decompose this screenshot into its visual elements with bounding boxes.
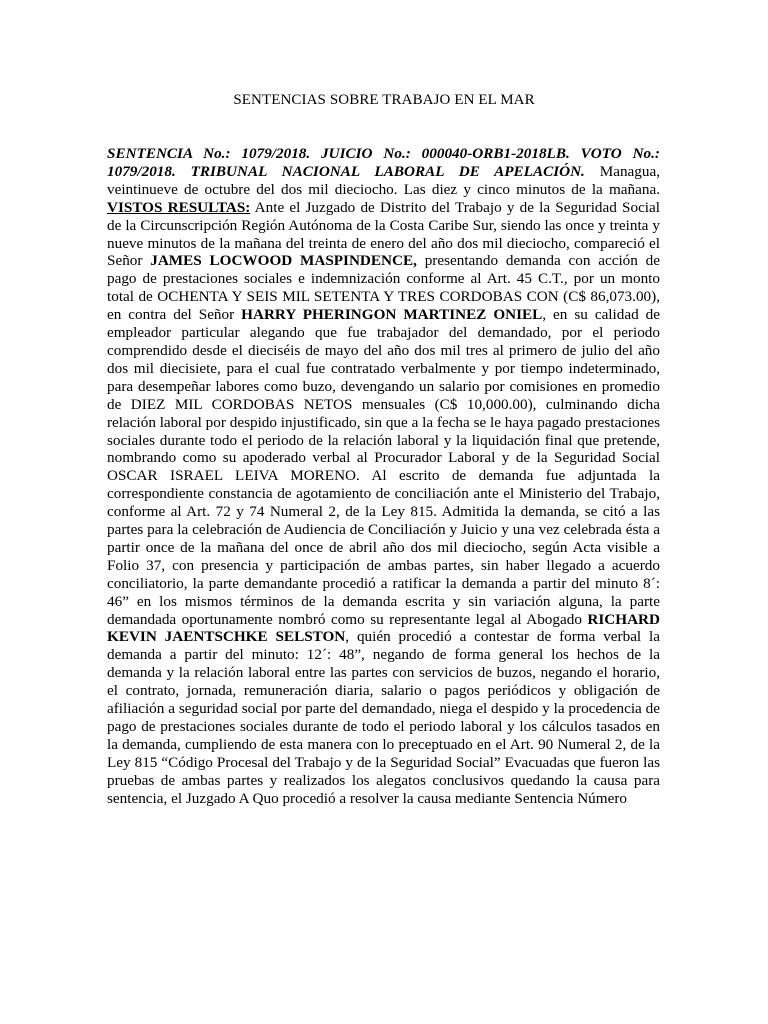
- paragraph-text: Ante el Juzgado de Distrito del Trabajo y de la Seguridad Social de la Circunscripción Región Autónoma de la Costa Caribe Sur, siendo las once y treinta y nueve minutos de la mañana del treinta de enero del año dos mil dieciocho, compareció el Señor: [107, 198, 660, 270]
- defendant-name: HARRY PHERINGON MARTINEZ ONIEL: [241, 306, 543, 324]
- defense-attorney-name: RICHARD KEVIN JAENTSCHKE SELSTON: [107, 610, 660, 646]
- paragraph-text: , quién procedió a contestar de forma verbal la demanda a partir del minuto: 12´: 48”, negando de forma general los hechos de la demanda y la relación laboral entre las partes con servicios de buzos, negando el horario, el contrato, jornada, remuneración diaria, salario o pagos periódicos y obligación de afiliación a seguridad social por parte del demandado, niega el despido y la procedencia de pago de prestaciones sociales durante de todo el periodo laboral y los cálculos tasados en la demanda, cumpliendo de esta manera con lo preceptuado en el Art. 90 Numeral 2, de la Ley 815 “Código Procesal del Trabajo y de la Seguridad Social” Evacuadas que fueron las pruebas de ambas partes y realizados los alegatos conclusivos quedando la causa para sentencia, el Juzgado A Quo procedió a resolver la causa mediante Sentencia Número: [107, 628, 660, 807]
- vistos-resultas-label: VISTOS RESULTAS:: [107, 198, 251, 216]
- paragraph-text: , en su calidad de empleador particular alegando que fue trabajador del demandado, por el periodo comprendido desde el dieciséis de mayo del año dos mil tres al primero de julio del año dos mil diecisiete, para el cual fue contratado verbalmente y por tiempo indeterminado, para desempeñar labores como buzo, devengando un salario por comisiones en promedio de DIEZ MIL CORDOBAS NETOS mensuales (C$ 10,000.00), culminando dicha relación laboral por despido injustificado, sin que a la fecha se le haya pagado prestaciones sociales durante todo el periodo de la relación laboral y la liquidación final que pretende, nombrando como su apoderado verbal al Procurador Laboral y de la Seguridad Social OSCAR ISRAEL LEIVA MORENO. Al escrito de demanda fue adjuntada la correspondiente constancia de agotamiento de conciliación ante el Ministerio del Trabajo, conforme al Art. 72 y 74 Numeral 2, de la Ley 815. Admitida la demanda, se citó a las partes para la celebración de Audiencia de Conciliación y Juicio y una vez celebrada ésta a partir once de la mañana del once de abril año dos mil dieciocho, según Acta visible a Folio 37, con presencia y participación de ambas partes, sin haber llegado a acuerdo conciliatorio, la parte demandante procedió a ratificar la demanda a partir del minuto 8´: 46” en los mismos términos de la demanda escrita y sin variación alguna, la parte demandada oportunamente nombró como su representante legal al Abogado: [107, 306, 660, 628]
- sentence-heading: SENTENCIA No.: 1079/2018. JUICIO No.: 000040-ORB1-2018LB. VOTO No.: 1079/2018. TRIBUNAL NACIONAL LABORAL DE APELACIÓN.: [107, 145, 660, 180]
- document-title: SENTENCIAS SOBRE TRABAJO EN EL MAR: [233, 92, 535, 108]
- paragraph-text: presentando demanda con acción de pago de prestaciones sociales e indemnización conforme al Art. 45 C.T., por un monto total de OCHENTA Y SEIS MIL SETENTA Y TRES CORDOBAS CON (C$ 86,073.00), en contra del Señor: [107, 252, 660, 324]
- paragraph-text: Managua, veintinueve de octubre del dos mil dieciocho. Las diez y cinco minutos de la mañana.: [107, 162, 661, 198]
- plaintiff-name: JAMES LOCWOOD MASPINDENCE,: [150, 252, 417, 270]
- sentence-paragraph: [107, 145, 660, 808]
